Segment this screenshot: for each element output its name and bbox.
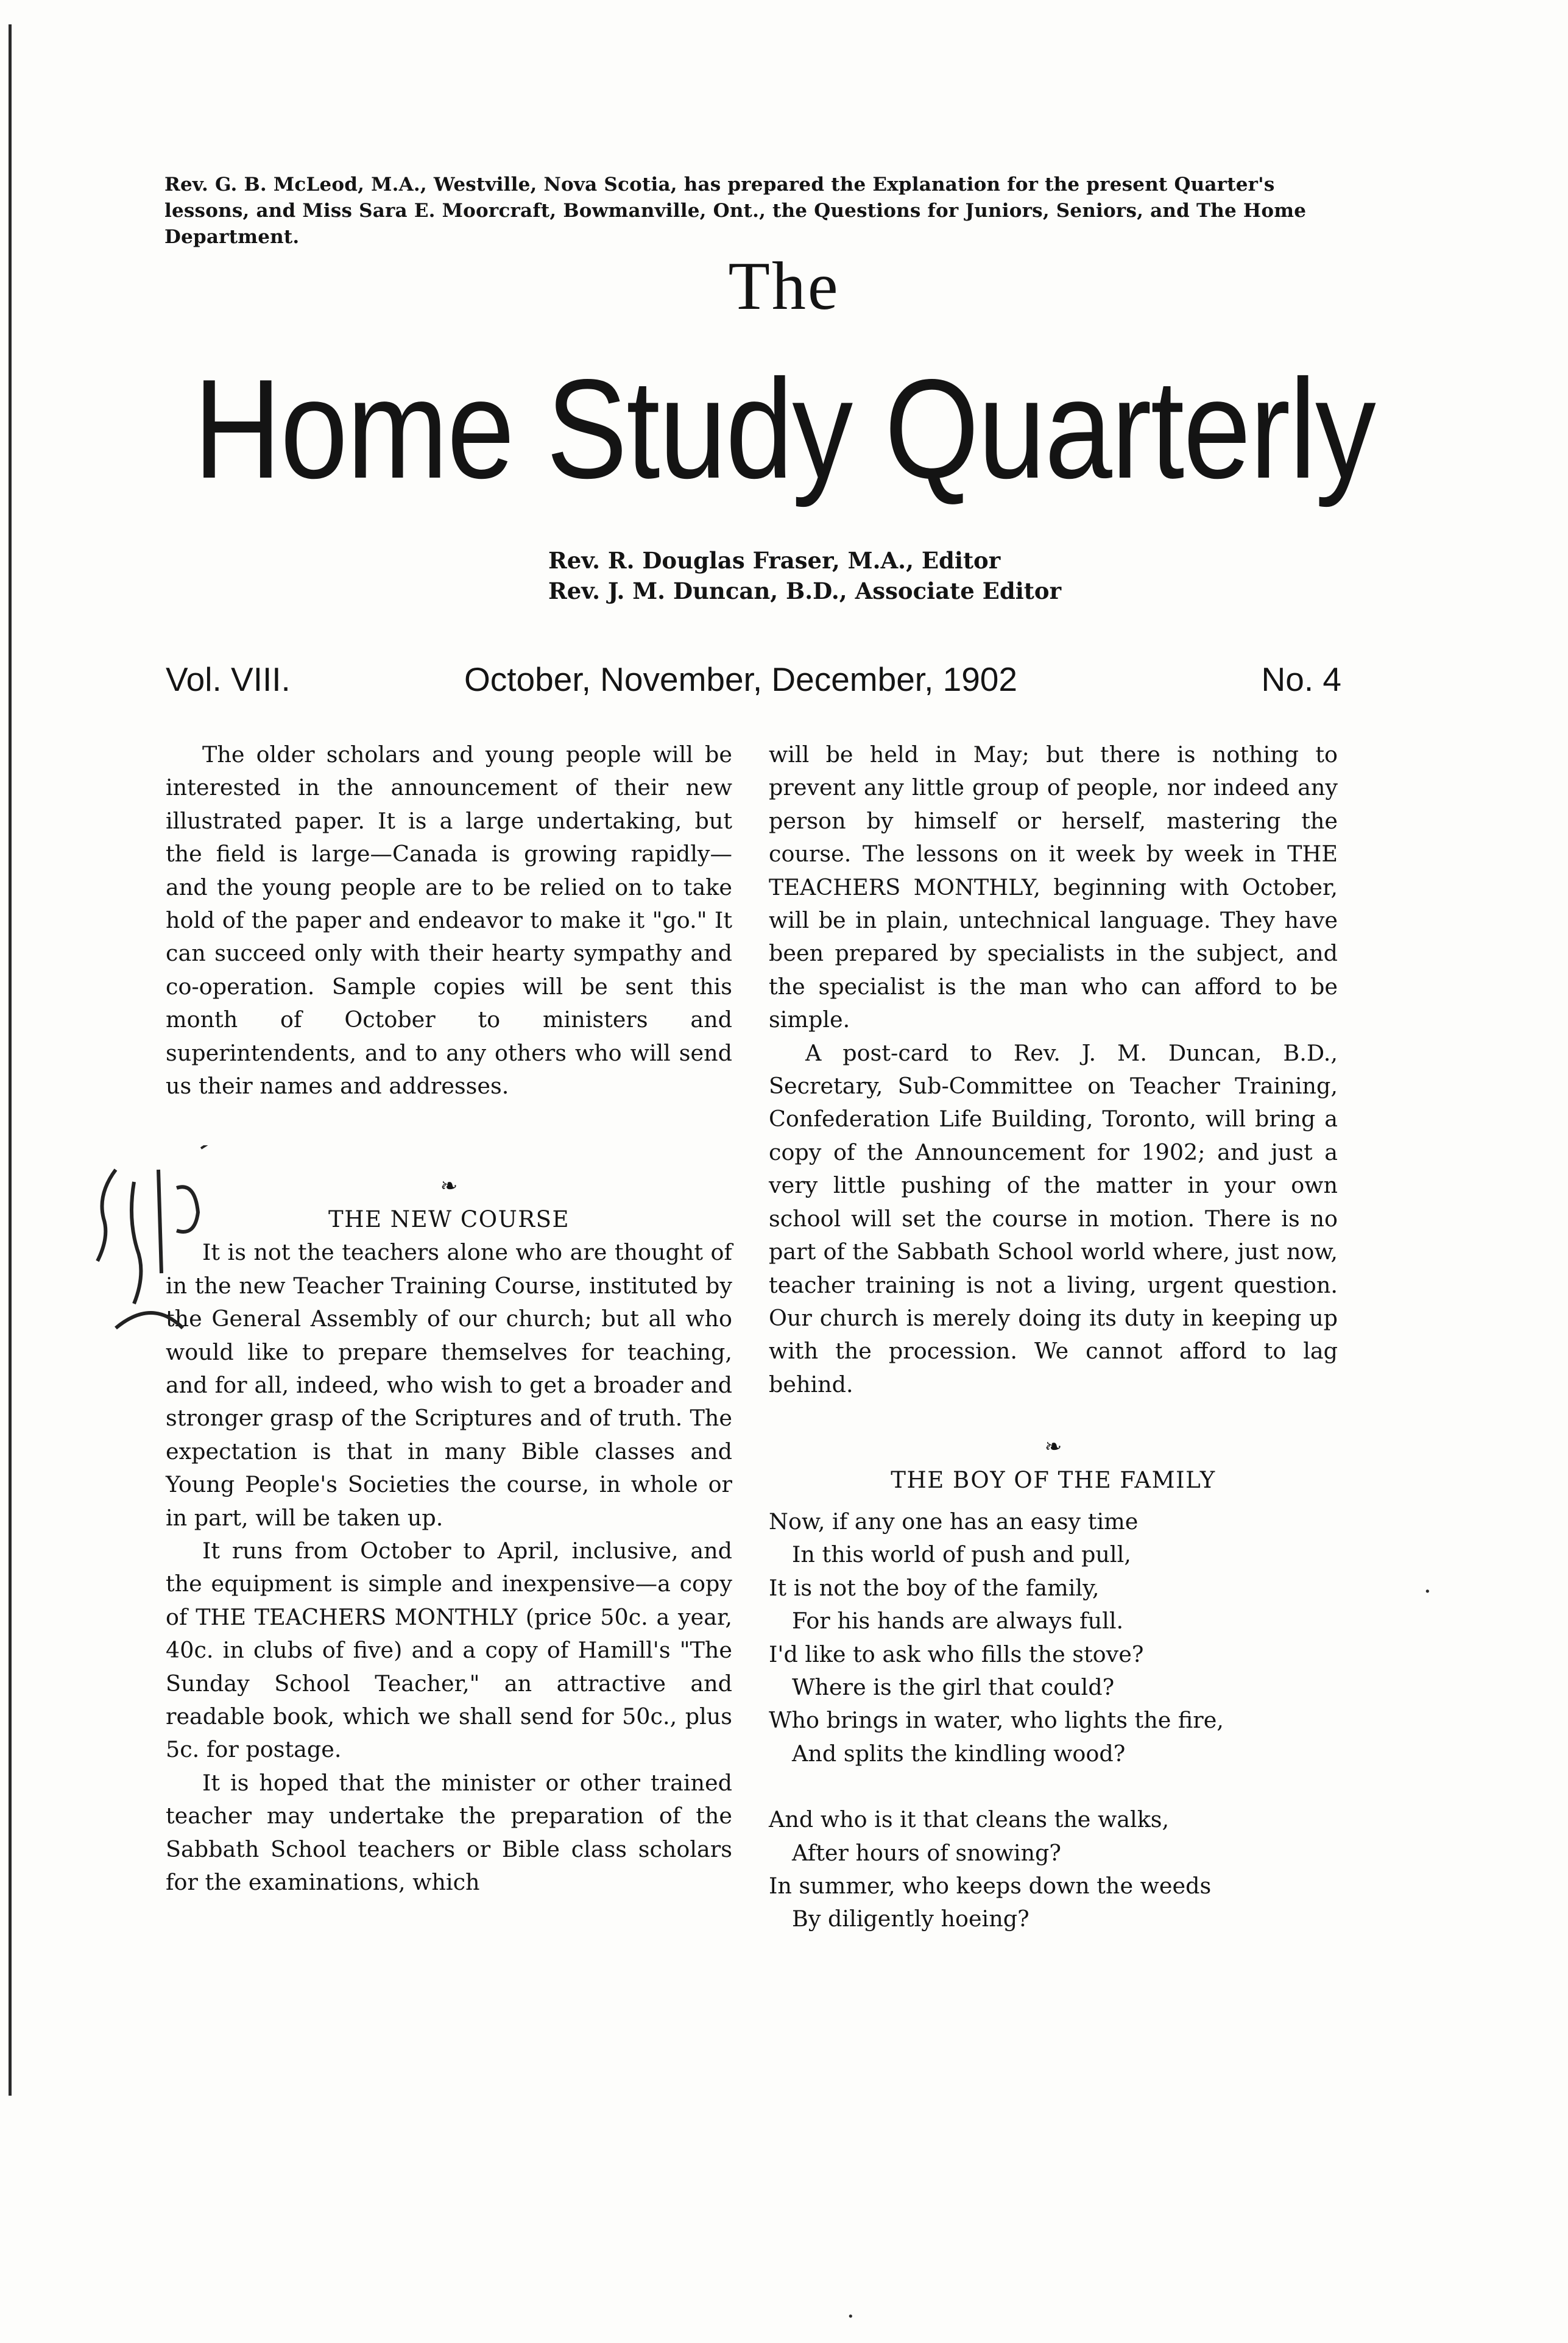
spacer xyxy=(166,1103,732,1170)
poem-line: And who is it that cleans the walks, xyxy=(769,1806,1170,1833)
poem xyxy=(769,1505,1338,1936)
poem-line: After hours of snowing? xyxy=(792,1839,1061,1866)
left-column xyxy=(166,738,732,1899)
masthead-the: The xyxy=(728,249,840,324)
spacer xyxy=(769,1401,1338,1430)
poem-line: It is not the boy of the family, xyxy=(769,1574,1100,1601)
continued-paragraph: will be held in May; but there is nothing to prevent any little group of people, nor indeed any person by himself or herself, mastering the course. The lessons on it week by week in THE TEACHERS MONTHLY, beginning with October, will be in plain, untechnical language. They have been prepared by specialists in the subject, and the specialist is the man who can afford to be simple. xyxy=(769,741,1338,1033)
new-course-paragraph-2: It runs from October to April, inclusive, and the equipment is simple and inexpensive—a copy of THE TEACHERS MONTHLY (price 50c. a year, 40c. in clubs of five) and a copy of Hamill's "The Sunday School Teacher," an attractive and readable book, which we shall send for 50c., plus 5c. for postage. xyxy=(166,1537,732,1763)
page-edge-rule xyxy=(9,24,12,2096)
poem-line: In summer, who keeps down the weeds xyxy=(769,1873,1212,1899)
poem-line: Where is the girl that could? xyxy=(792,1673,1115,1700)
fleuron-ornament: ❧ xyxy=(440,1174,458,1199)
credit-note: Rev. G. B. McLeod, M.A., Westville, Nova Scotia, has prepared the Explanation for the present Quarter's lessons, and Miss Sara E. Moorcraft, Bowmanville, Ont., the Questions for Juniors, Seniors, and The Home Department. xyxy=(164,174,1307,248)
issue-number: No. 4 xyxy=(1261,660,1341,698)
volume-label: Vol. VIII. xyxy=(166,660,291,698)
associate-editor-line: Rev. J. M. Duncan, B.D., Associate Editor xyxy=(548,578,1062,604)
poem-line: Now, if any one has an easy time xyxy=(769,1508,1139,1535)
poem-line: In this world of push and pull, xyxy=(792,1541,1131,1568)
stray-mark: · xyxy=(1424,1578,1432,1606)
issue-date: October, November, December, 1902 xyxy=(464,660,1017,698)
postcard-paragraph: A post-card to Rev. J. M. Duncan, B.D., Secretary, Sub-Committee on Teacher Training, Confederation Life Building, Toronto, will bring a copy of the Announcement for 1902; and just a very little pushing of the matter in your own school will set the course in motion. There is no part of the Sabbath School world where, just now, teacher training is not a living, urgent question. Our church is merely doing its duty in keeping up with the procession. We cannot afford to lag behind. xyxy=(769,1039,1338,1398)
poem-line: Who brings in water, who lights the fire, xyxy=(769,1707,1224,1734)
fleuron-ornament: ❧ xyxy=(1044,1435,1062,1460)
poem-line: I'd like to ask who fills the stove? xyxy=(769,1641,1144,1667)
stanza-gap xyxy=(769,1770,1338,1803)
editor-line: Rev. R. Douglas Fraser, M.A., Editor xyxy=(548,547,1001,574)
poem-line: By diligently hoeing? xyxy=(792,1906,1029,1932)
issue-line xyxy=(166,655,1341,704)
poem-title: THE BOY OF THE FAMILY xyxy=(891,1466,1216,1493)
section-heading-new-course: THE NEW COURSE xyxy=(328,1206,570,1232)
spacer xyxy=(769,1497,1338,1505)
new-course-paragraph-1: It is not the teachers alone who are thought of in the new Teacher Training Course, instituted by the General Assembly of our church; but all who would like to prepare themselves for teaching, and for all, indeed, who wish to get a broader and stronger grasp of the Scriptures and of truth. The expectation is that in many Bible classes and Young People's Societies the course, in whole or in part, will be taken up. xyxy=(166,1239,732,1531)
poem-line: For his hands are always full. xyxy=(792,1608,1124,1634)
right-column xyxy=(769,738,1338,1936)
editors-block xyxy=(548,545,1279,606)
stray-mark: · xyxy=(847,2303,855,2331)
intro-paragraph: The older scholars and young people will be interested in the announcement of their new illustrated paper. It is a large undertaking, but the field is large—Canada is growing rapidly—and the young people are to be relied on to take hold of the paper and endeavor to make it "go." It can succeed only with their hearty sympathy and co-operation. Sample copies will be sent this month of October to ministers and superintendents, and to any others who will send us their names and addresses. xyxy=(166,741,732,1100)
handwritten-annotation xyxy=(91,1145,250,1346)
poem-line: And splits the kindling wood? xyxy=(792,1740,1126,1767)
masthead-title: Home Study Quarterly xyxy=(193,350,1376,508)
new-course-paragraph-3: It is hoped that the minister or other trained teacher may undertake the preparation of the Sabbath School teachers or Bible class scholars for the examinations, which xyxy=(166,1769,732,1895)
